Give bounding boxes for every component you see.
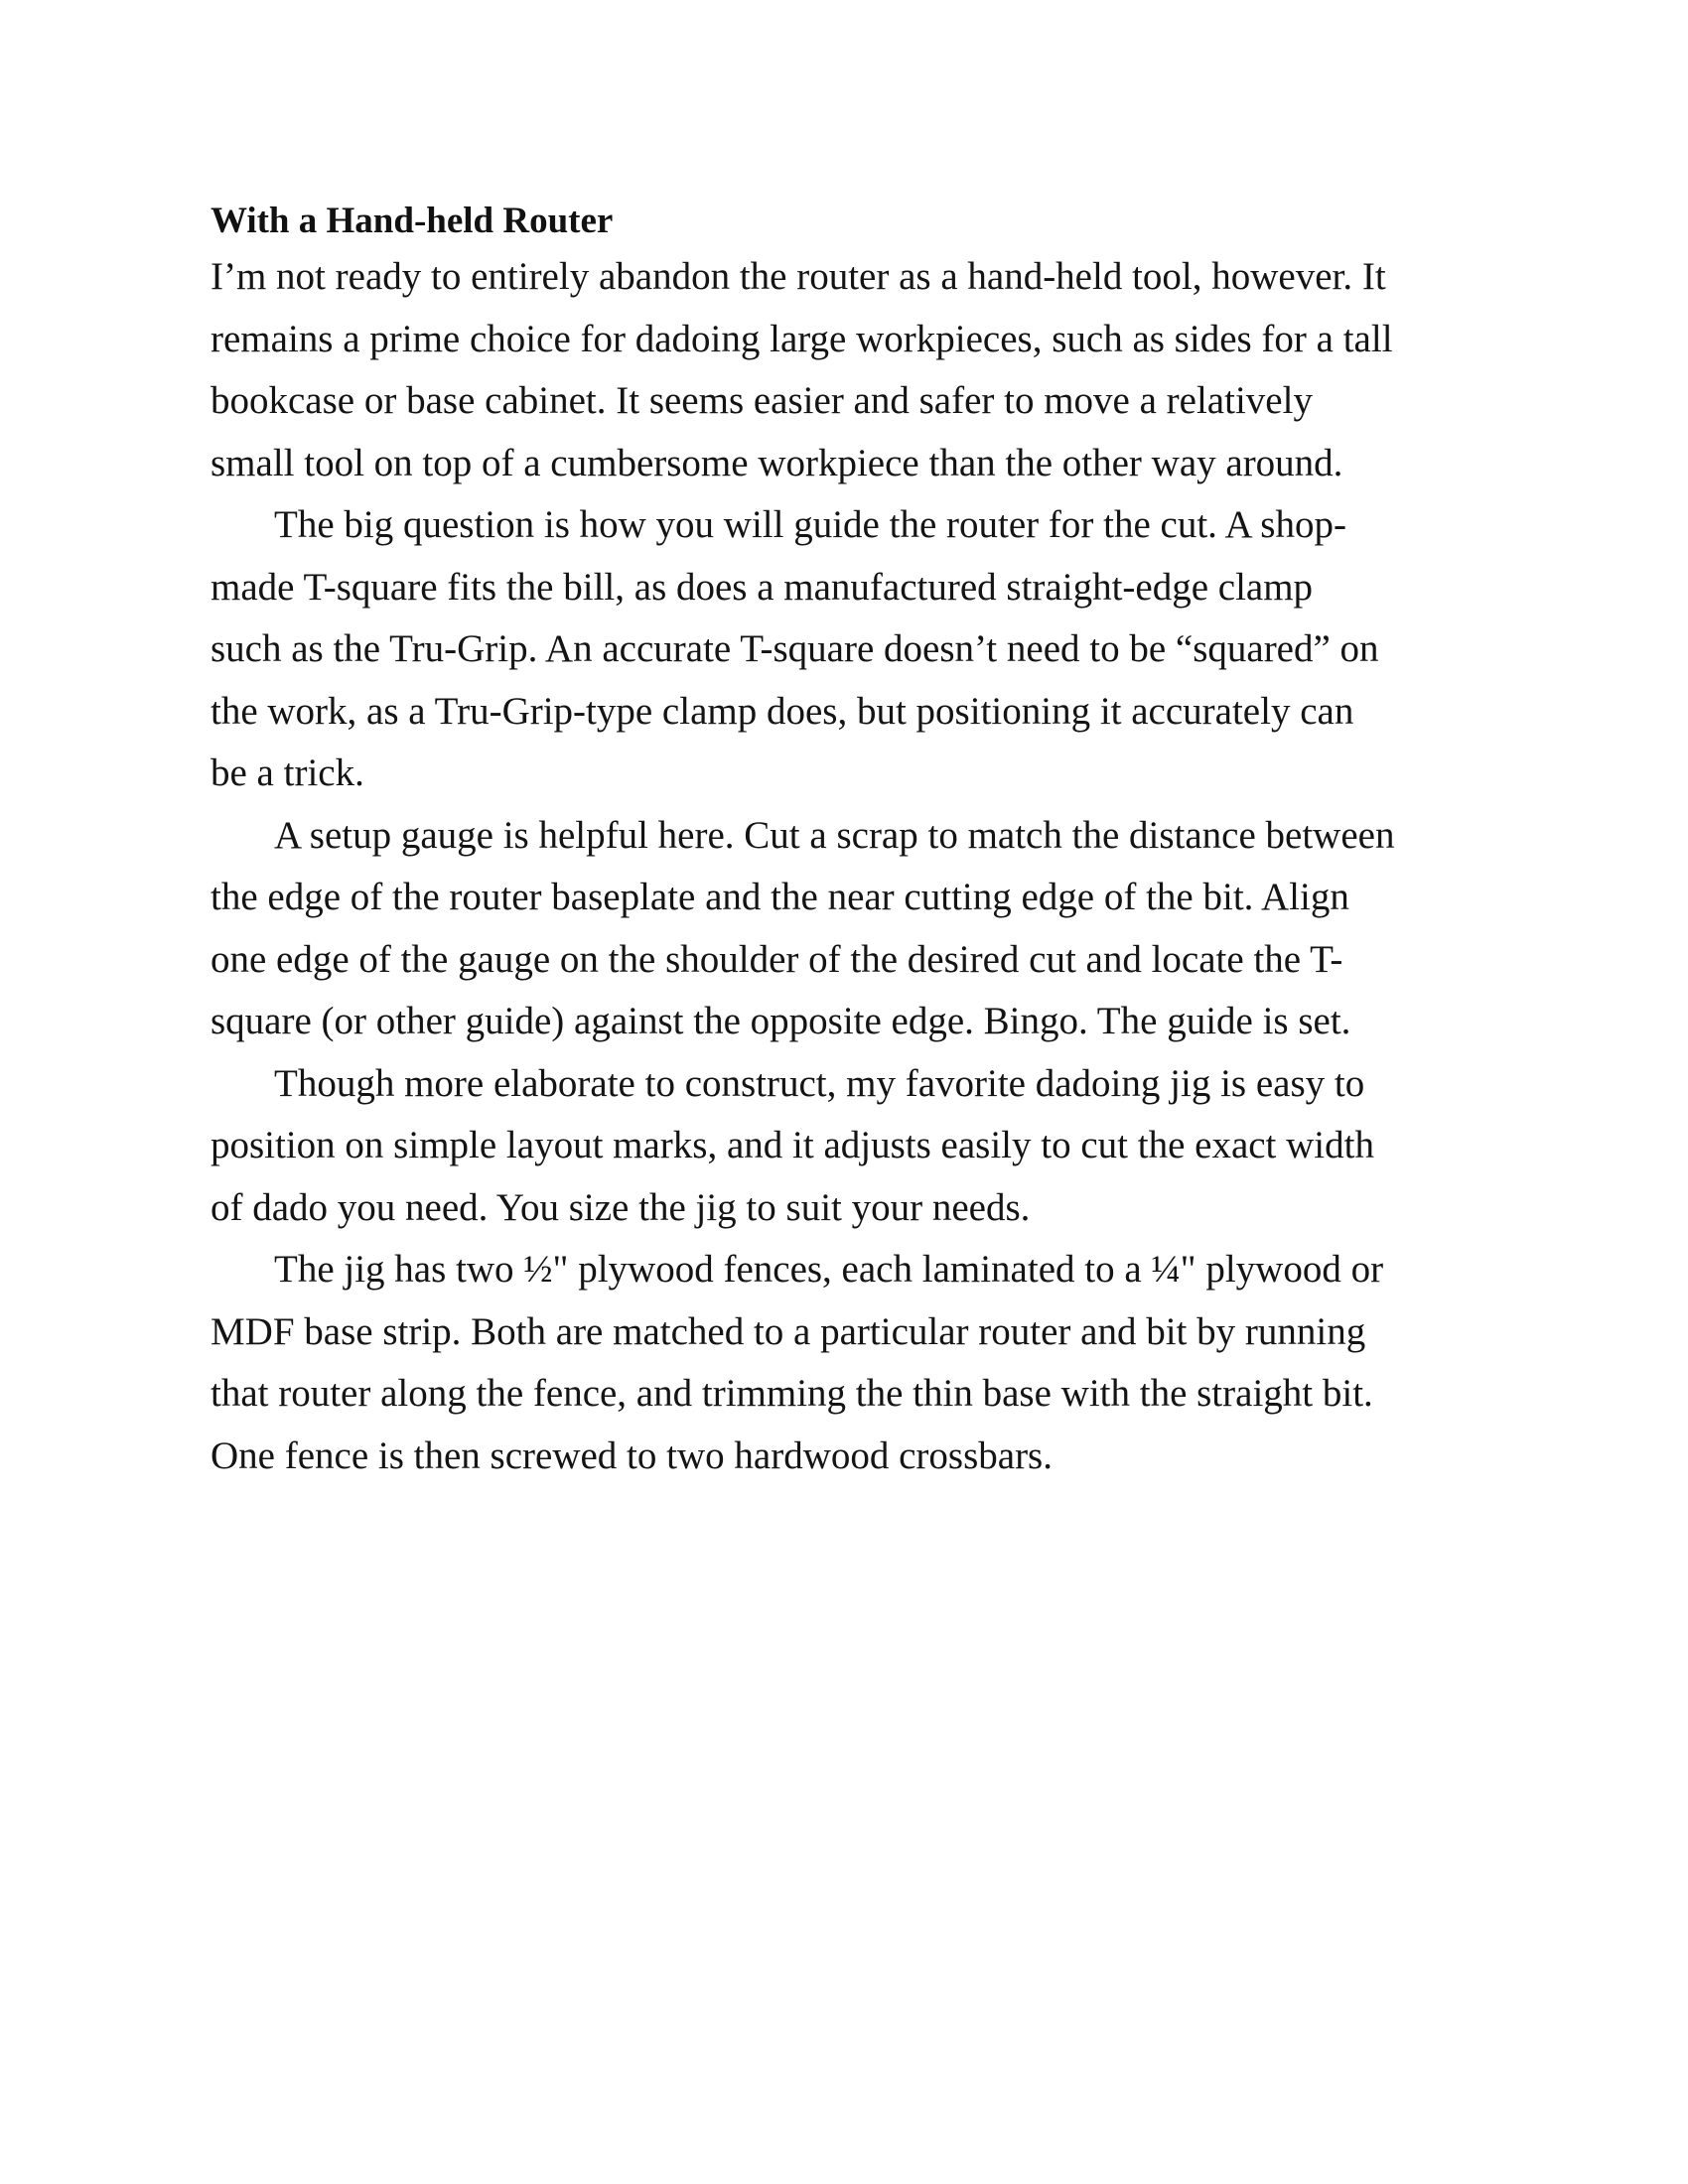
paragraph-line: One fence is then screwed to two hardwood crossbars. — [211, 1433, 1053, 1477]
paragraph-1 — [211, 246, 1491, 494]
paragraph-line: the work, as a Tru-Grip-type clamp does, but positioning it accurately can — [211, 689, 1354, 733]
section-heading: With a Hand-held Router — [211, 201, 614, 241]
paragraph-line: bookcase or base cabinet. It seems easier and safer to move a relatively — [211, 379, 1313, 422]
paragraph-line: A setup gauge is helpful here. Cut a scrap to match the distance between — [274, 813, 1395, 857]
paragraph-line: square (or other guide) against the opposite edge. Bingo. The guide is set. — [211, 1000, 1351, 1042]
paragraph-line: MDF base strip. Both are matched to a particular router and bit by running — [211, 1309, 1366, 1353]
paragraph-line: of dado you need. You size the jig to suit your needs. — [211, 1185, 1031, 1229]
paragraph-line: such as the Tru-Grip. An accurate T-square doesn’t need to be “squared” on — [211, 627, 1379, 670]
paragraph-5 — [211, 1239, 1491, 1487]
paragraph-line: Though more elaborate to construct, my favorite dadoing jig is easy to — [274, 1061, 1365, 1105]
paragraph-line: position on simple layout marks, and it adjusts easily to cut the exact width — [211, 1124, 1374, 1166]
paragraph-2 — [211, 494, 1491, 805]
paragraph-3 — [211, 805, 1491, 1053]
paragraph-line: I’m not ready to entirely abandon the router as a hand-held tool, however. It — [211, 255, 1386, 298]
paragraph-4 — [211, 1053, 1491, 1240]
paragraph-line: The jig has two ½" plywood fences, each laminated to a ¼" plywood or — [274, 1248, 1384, 1291]
paragraph-line: be a trick. — [211, 751, 364, 794]
paragraph-line: one edge of the gauge on the shoulder of the desired cut and locate the T- — [211, 937, 1343, 981]
paragraph-line: the edge of the router baseplate and the near cutting edge of the bit. Align — [211, 876, 1349, 918]
paragraph-line: remains a prime choice for dadoing large workpieces, such as sides for a tall — [211, 317, 1393, 360]
paragraph-line: The big question is how you will guide the router for the cut. A shop- — [274, 503, 1346, 546]
paragraph-line: small tool on top of a cumbersome workpiece than the other way around. — [211, 441, 1343, 484]
paragraph-line: made T-square fits the bill, as does a manufactured straight-edge clamp — [211, 565, 1314, 609]
paragraph-line: that router along the fence, and trimming the thin base with the straight bit. — [211, 1372, 1373, 1415]
article-section — [211, 197, 1491, 1487]
